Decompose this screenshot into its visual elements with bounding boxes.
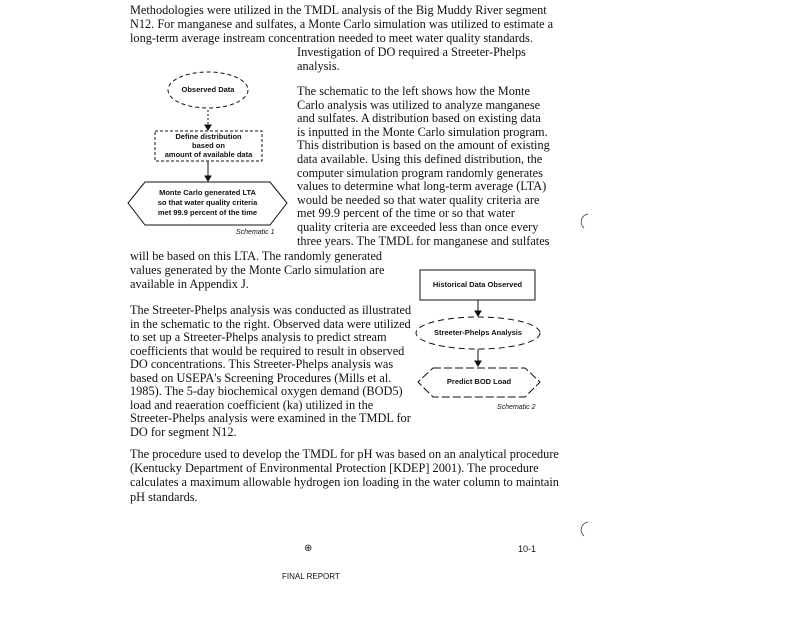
paragraph-line: calculates a maximum allowable hydrogen ion loading in the water column to maintain — [130, 475, 559, 489]
intro-line: N12. For manganese and sulfates, a Monte Carlo simulation was utilized to estimate a — [130, 17, 554, 31]
paragraph-line: data available. Using this defined distribution, the — [297, 152, 543, 166]
final-report-label: FINAL REPORT — [282, 572, 340, 581]
schematic-1-caption: Schematic 1 — [236, 229, 275, 236]
paragraph-line: The procedure used to develop the TMDL for pH was based on an analytical procedure — [130, 447, 559, 461]
footer-symbol-icon: ⊕ — [304, 543, 313, 554]
paragraph-line: This distribution is based on the amount of existing — [297, 138, 550, 153]
scan-mark-icon — [581, 522, 588, 536]
node-historical-data: Historical Data Observed — [432, 280, 523, 289]
paragraph-line: to set up a Streeter-Phelps analysis to predict stream — [130, 330, 387, 344]
intro-line: long-term average instream concentration needed to meet water quality standards. — [130, 31, 533, 45]
paragraph-line: coefficients that would be required to result in observed — [130, 343, 405, 358]
paragraph-line: is inputted in the Monte Carlo simulation program. — [297, 124, 548, 139]
paragraph-line: will be based on this LTA. The randomly generated — [130, 249, 383, 263]
intro-line: Investigation of DO required a Streeter-Phelps — [297, 45, 526, 59]
node-monte-carlo: Monte Carlo generated LTA — [159, 188, 256, 197]
paragraph-line: quality criteria are exceeded less than once every — [297, 220, 539, 234]
node-define-distribution: amount of available data — [164, 150, 253, 159]
schematic-2-caption: Schematic 2 — [497, 404, 536, 411]
paragraph-line: DO for segment N12. — [130, 424, 237, 439]
paragraph-line: The schematic to the left shows how the Monte — [297, 84, 530, 98]
paragraph-line: computer simulation program randomly generates — [297, 165, 543, 180]
paragraph-line: values generated by the Monte Carlo simulation are — [130, 263, 385, 277]
paragraph-line: Streeter-Phelps analysis were examined in the TMDL for — [130, 411, 411, 425]
intro-line: analysis. — [297, 59, 340, 73]
paragraph-line: pH standards. — [130, 490, 198, 504]
paragraph-line: available in Appendix J. — [130, 277, 249, 291]
paragraph-line: 1985). The 5-day biochemical oxygen demand (BOD5) — [130, 384, 403, 398]
scan-mark-icon — [581, 214, 588, 228]
paragraph-line: (Kentucky Department of Environmental Protection [KDEP] 2001). The procedure — [130, 461, 539, 475]
node-predict-bod: Predict BOD Load — [446, 377, 512, 386]
paragraph-line: three years. The TMDL for manganese and sulfates — [297, 233, 550, 248]
node-observed-data: Observed Data — [181, 85, 235, 94]
node-monte-carlo: met 99.9 percent of the time — [157, 208, 258, 217]
paragraph-line: load and reaeration coefficient (ka) utilized in the — [130, 397, 374, 412]
paragraph-line: met 99.9 percent of the time or so that water — [297, 206, 515, 221]
paragraph-line: The Streeter-Phelps analysis was conducted as illustrated — [130, 303, 412, 317]
paragraph-line: in the schematic to the right. Observed data were utilized — [130, 316, 411, 331]
node-define-distribution: based on — [192, 141, 225, 150]
node-streeter-phelps: Streeter-Phelps Analysis — [433, 328, 523, 337]
paragraph-line: DO concentrations. This Streeter-Phelps analysis was — [130, 357, 394, 371]
paragraph-line: and sulfates. A distribution based on existing data — [297, 111, 541, 126]
paragraph-line: values to determine what long-term average (LTA) — [297, 179, 547, 194]
intro-line: Methodologies were utilized in the TMDL analysis of the Big Muddy River segment — [130, 3, 547, 17]
paragraph-line: Carlo analysis was utilized to analyze manganese — [297, 97, 541, 112]
paragraph-line: based on USEPA's Screening Procedures (Mills et al. — [130, 370, 392, 385]
page-number: 10-1 — [518, 544, 537, 554]
node-define-distribution: Define distribution — [175, 132, 242, 141]
node-monte-carlo: so that water quality criteria — [157, 198, 258, 207]
paragraph-line: would be needed so that water quality criteria are — [297, 192, 540, 207]
